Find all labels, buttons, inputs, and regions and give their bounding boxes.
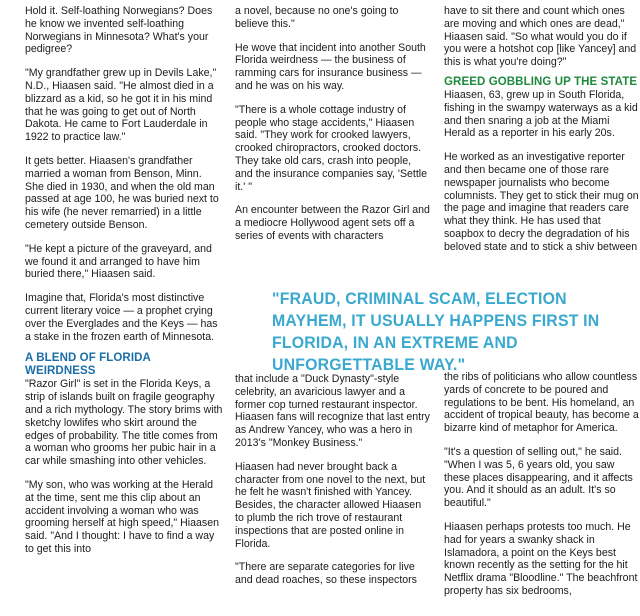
paragraph: "There is a whole cottage industry of people who stage accidents," Hiaasen said. "They work for crooked lawyers, crooked chiropractors, crooked doctors. They take old cars, crash into people, and the insurance companies say, 'Settle it.' " (235, 103, 428, 193)
article-column-2-top (235, 5, 431, 254)
paragraph: Hold it. Self-loathing Norwegians? Does he know we invented self-loathing Norwegians in Minnesota? What's your pedigree? (25, 5, 213, 56)
subhead-blend-of-florida-weirdness: A BLEND OF FLORIDA WEIRDNESS (25, 352, 151, 378)
paragraph: "Razor Girl" is set in the Florida Keys, a strip of islands built on fragile geography and a rich mythology. The story brims with sketchy lowlifes who skirt around the edges of probability. The title comes from a woman who grooms her pubic hair in a car while smashing into other vehicles. (25, 378, 223, 468)
paragraph: Hiaasen, 63, grew up in South Florida, fishing in the swampy waterways as a kid and then snaring a job at the Miami Herald as a reporter in his early 20s. (444, 88, 638, 140)
paragraph: He worked as an investigative reporter and then became one of those rare newspaper journalists who become columnists. They get to stick their mug on the page and imagine that readers care what they think. He has used that soapbox to decry the degradation of his beloved state and to stick a shiv between (444, 151, 639, 253)
subhead-greed-gobbling-up-the-state: GREED GOBBLING UP THE STATE (444, 75, 638, 88)
paragraph: Imagine that, Florida's most distinctive current literary voice — a prophet crying over the Everglades and the Keys — has a stake in the frozen earth of Minnesota. (25, 292, 218, 343)
paragraph: He wove that incident into another South Florida weirdness — the business of ramming cars for insurance business — and he was on his way. (235, 41, 426, 92)
paragraph: that include a "Duck Dynasty"-style celebrity, an avaricious lawyer and a former cop turned restaurant inspector. Hiaasen fans will recognize that last entry as Andrew Yancey, who was a hero in 2013's "Monkey Business." (235, 373, 430, 449)
paragraph: Hiaasen had never brought back a character from one novel to the next, but he felt he wasn't finished with Yancey. Besides, the character allowed Hiaasen to plumb the rich trove of restaurant inspections that are posted online in Florida. (235, 460, 426, 550)
paragraph: An encounter between the Razor Girl and a mediocre Hollywood agent sets off a series of events with characters (235, 204, 430, 242)
paragraph: have to sit there and count which ones are moving and which ones are dead," Hiaasen said. "So what would you do if you were a hotshot cop [like Yancey] and this is what you're doing?" (444, 5, 637, 69)
pull-quote: "FRAUD, CRIMINAL SCAM, ELECTION MAYHEM, IT USUALLY HAPPENS FIRST IN FLORIDA, IN AN EXTREME AND UNFORGETTABLE WAY." (272, 290, 600, 374)
paragraph: "My grandfather grew up in Devils Lake," N.D., Hiaasen said. "He almost died in a blizzard as a kid, so he got it in his mind that he was going to get out of North Dakota. He came to Fort Lauderdale in 1922 to practice law." (25, 67, 217, 144)
paragraph: "There are separate categories for live and dead roaches, so these inspectors (235, 561, 417, 587)
paragraph: "It's a question of selling out," he said. "When I was 5, 6 years old, you saw these places disappearing, and it affects you. And it should as an adult. It's so beautiful." (444, 445, 633, 510)
paragraph: the ribs of politicians who allow countless yards of concrete to be poured and regulations to be bent. His homeland, an accident of tropical beauty, has become a bizarre kind of metaphor for America. (444, 371, 639, 435)
article-column-3-bottom (444, 371, 640, 609)
paragraph: Hiaasen perhaps protests too much. He had for years a swanky shack in Islamadora, a point on the Keys best known recently as the setting for the hit Netflix drama "Bloodline." The beachfront property has six bedrooms, (444, 520, 638, 597)
article-column-1 (25, 5, 223, 567)
paragraph: a novel, because no one's going to believe this." (235, 5, 399, 30)
paragraph: "My son, who was working at the Herald at the time, sent me this clip about an accident involving a woman who was grooming herself at high speed," Hiaasen said. "And I thought: I have to find a way to get this into (25, 478, 219, 555)
paragraph: "He kept a picture of the graveyard, and we found it and arranged to have him buried there," Hiaasen said. (25, 242, 212, 281)
paragraph: It gets better. Hiaasen's grandfather married a woman from Benson, Minn. She died in 1930, and when the old man passed at age 100, he was buried next to his wife (he never remarried) in a little cemetery outside Benson. (25, 154, 219, 231)
article-column-3-top (444, 5, 640, 265)
article-column-2-bottom (235, 373, 431, 598)
